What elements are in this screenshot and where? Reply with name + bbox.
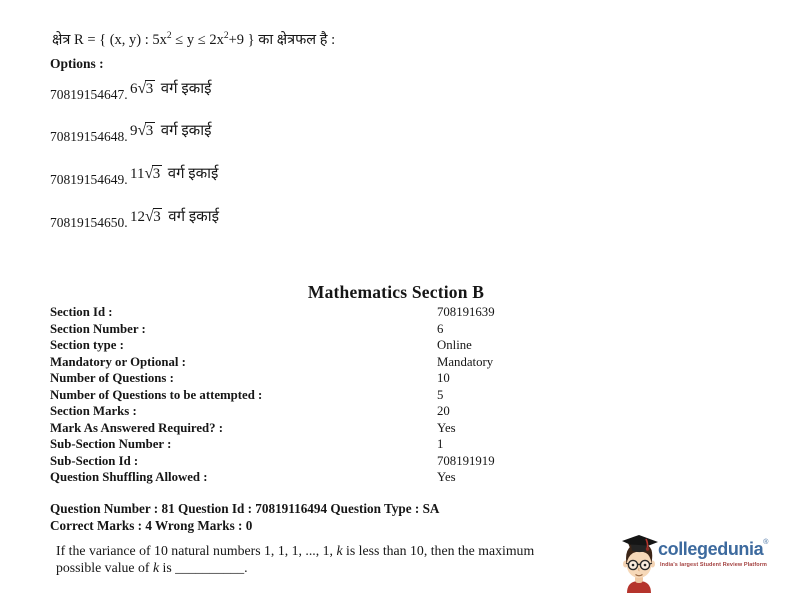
question-body-line-1 bbox=[56, 543, 611, 560]
sqrt-icon: √ bbox=[137, 122, 146, 139]
exponent: 2 bbox=[223, 31, 229, 42]
info-value: 708191919 bbox=[437, 453, 495, 468]
info-value: 708191639 bbox=[437, 305, 495, 319]
question-statement-hindi bbox=[52, 29, 335, 49]
option-row-2 bbox=[50, 120, 350, 148]
info-value: Mandatory bbox=[437, 354, 494, 369]
body-text: possible value of bbox=[56, 559, 153, 575]
question-body bbox=[56, 543, 611, 576]
info-label: Question Shuffling Allowed : bbox=[50, 470, 208, 485]
option-answer bbox=[130, 78, 211, 98]
question-text-mid: ≤ y ≤ 2x bbox=[171, 32, 224, 48]
info-row-sub-section-number bbox=[50, 437, 570, 454]
question-text-suffix: +9 } का क्षेत्रफल है : bbox=[228, 32, 336, 48]
sqrt-icon: √ bbox=[144, 165, 153, 182]
radicand: 3 bbox=[153, 209, 161, 225]
info-row-section-type bbox=[50, 338, 570, 355]
info-row-section-number bbox=[50, 322, 570, 339]
body-text: is __________. bbox=[159, 559, 248, 575]
section-heading: Mathematics Section B bbox=[307, 282, 485, 302]
coefficient: 9 bbox=[130, 123, 138, 139]
info-row-sub-section-id bbox=[50, 454, 570, 471]
option-id: 70819154649. bbox=[50, 172, 128, 187]
coefficient: 6 bbox=[130, 81, 138, 97]
radicand: 3 bbox=[145, 81, 154, 97]
option-answer bbox=[130, 163, 218, 183]
info-label: Number of Questions to be attempted : bbox=[50, 387, 263, 402]
option-id: 70819154647. bbox=[50, 87, 128, 102]
unit-text: वर्ग इकाई bbox=[168, 209, 219, 225]
exponent: 2 bbox=[166, 31, 172, 42]
unit-text: वर्ग इकाई bbox=[167, 166, 219, 182]
option-answer bbox=[130, 120, 211, 140]
info-value: 5 bbox=[437, 387, 444, 402]
question-marks-line: Correct Marks : 4 Wrong Marks : 0 bbox=[50, 518, 253, 533]
info-label: Section type : bbox=[50, 338, 124, 353]
radicand: 3 bbox=[152, 166, 161, 182]
collegedunia-tagline: India's largest Student Review Platform bbox=[660, 562, 767, 568]
body-text: If the variance of 10 natural numbers 1, 1, 1, ..., 1, bbox=[56, 543, 337, 558]
question-body-line-2 bbox=[56, 560, 611, 577]
variable-k: k bbox=[336, 543, 343, 558]
collegedunia-logo bbox=[618, 531, 790, 597]
unit-text: वर्ग इकाई bbox=[160, 81, 212, 97]
info-value: 20 bbox=[437, 404, 450, 419]
variable-k: k bbox=[152, 559, 160, 575]
info-row-section-marks bbox=[50, 404, 570, 421]
section-info-table bbox=[50, 305, 570, 487]
unit-text: वर्ग इकाई bbox=[160, 123, 212, 139]
collegedunia-mascot-icon bbox=[618, 531, 660, 593]
info-label: Section Marks : bbox=[50, 404, 137, 419]
options-label: Options : bbox=[50, 56, 104, 71]
body-text: is less than 10, then the maximum bbox=[342, 543, 535, 558]
coefficient: 11 bbox=[130, 166, 145, 182]
info-value: 10 bbox=[437, 371, 450, 386]
info-value: Online bbox=[437, 338, 472, 353]
info-label: Sub-Section Number : bbox=[50, 437, 172, 452]
info-label: Section Id : bbox=[50, 305, 113, 319]
option-row-3 bbox=[50, 163, 350, 191]
info-label: Sub-Section Id : bbox=[50, 453, 139, 468]
info-label: Section Number : bbox=[50, 321, 146, 336]
option-row-1 bbox=[50, 78, 350, 106]
info-value: Yes bbox=[437, 470, 456, 485]
info-row-questions-to-attempt bbox=[50, 388, 570, 405]
brand-name: collegedunia bbox=[658, 539, 764, 559]
radicand: 3 bbox=[145, 123, 154, 139]
option-answer bbox=[130, 206, 219, 226]
info-label: Number of Questions : bbox=[50, 371, 174, 386]
info-row-section-id bbox=[50, 305, 570, 322]
info-value: 6 bbox=[437, 321, 444, 336]
sqrt-icon: √ bbox=[145, 208, 153, 225]
option-row-4 bbox=[50, 206, 350, 234]
question-meta-line: Question Number : 81 Question Id : 70819116494 Question Type : SA bbox=[50, 501, 440, 516]
sqrt-icon: √ bbox=[137, 80, 146, 97]
info-row-mark-as-answered bbox=[50, 421, 570, 438]
info-value: 1 bbox=[437, 437, 444, 452]
info-label: Mandatory or Optional : bbox=[50, 354, 186, 369]
info-row-question-shuffling bbox=[50, 470, 570, 487]
option-id: 70819154648. bbox=[50, 129, 128, 144]
info-value: Yes bbox=[437, 420, 456, 435]
option-id: 70819154650. bbox=[50, 215, 128, 230]
info-row-number-of-questions bbox=[50, 371, 570, 388]
coefficient: 12 bbox=[130, 209, 145, 225]
registered-mark: ® bbox=[763, 539, 768, 546]
info-row-mandatory-optional bbox=[50, 355, 570, 372]
question-text-prefix: क्षेत्र R = { (x, y) : 5x bbox=[52, 32, 167, 48]
collegedunia-brand-text bbox=[658, 539, 768, 560]
info-label: Mark As Answered Required? : bbox=[50, 420, 224, 435]
